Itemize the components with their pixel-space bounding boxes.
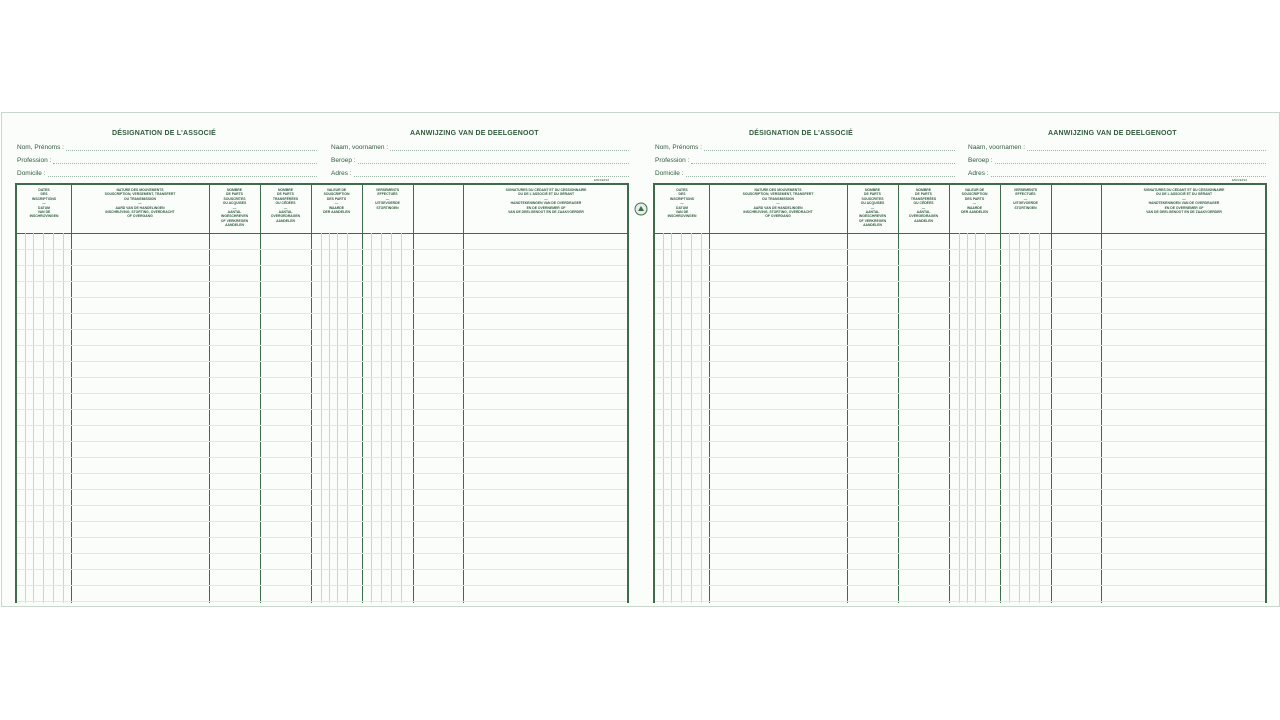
column-header: VALEUR DE SOUSCRIPTION DES PARTS — WAARDE DER AANDELEN bbox=[323, 188, 350, 215]
subcolumn-divider bbox=[381, 233, 382, 603]
ledger-row[interactable] bbox=[655, 569, 1265, 570]
subcolumn-divider bbox=[391, 233, 392, 603]
column-divider bbox=[847, 185, 848, 603]
ledger-row[interactable] bbox=[17, 425, 627, 426]
domicile-label-fr: Domicile : bbox=[655, 170, 684, 177]
subcolumn-divider bbox=[691, 233, 692, 603]
subcolumn-divider bbox=[1029, 233, 1030, 603]
subcolumn-divider bbox=[671, 233, 672, 603]
ledger-row[interactable] bbox=[17, 393, 627, 394]
domicile-label-fr: Domicile : bbox=[17, 170, 46, 177]
column-header: DATES DES INSCRIPTIONS — DATUM VAN DE INSCHRIJVINGEN bbox=[667, 188, 697, 219]
name-label-nl: Naam, voornamen : bbox=[331, 144, 389, 151]
adres-field-nl[interactable] bbox=[331, 170, 629, 177]
ledger-row[interactable] bbox=[17, 361, 627, 362]
beroep-field-nl[interactable] bbox=[968, 157, 1266, 164]
ledger-row[interactable] bbox=[17, 441, 627, 442]
column-header: NOMBRE DE PARTS TRANSFÉRÉES OU CÉDÉES — AANTAL OVERGEDRAGEN AANDELEN bbox=[270, 188, 301, 223]
ledger-row[interactable] bbox=[17, 457, 627, 458]
subcolumn-divider bbox=[33, 233, 34, 603]
subcolumn-divider bbox=[681, 233, 682, 603]
seal-icon bbox=[634, 202, 648, 216]
column-header: NOMBRE DE PARTS TRANSFÉRÉES OU CÉDÉES — AANTAL OVERGEDRAGEN AANDELEN bbox=[908, 188, 939, 223]
title-fr: DÉSIGNATION DE L'ASSOCIÉ bbox=[749, 130, 853, 137]
ledger-row[interactable] bbox=[17, 345, 627, 346]
ledger-row[interactable] bbox=[655, 297, 1265, 298]
ledger-row[interactable] bbox=[655, 553, 1265, 554]
ledger-row[interactable] bbox=[17, 553, 627, 554]
ledger-row[interactable] bbox=[17, 521, 627, 522]
subcolumn-divider bbox=[701, 233, 702, 603]
register-page-right bbox=[640, 113, 1279, 606]
ledger-row[interactable] bbox=[655, 457, 1265, 458]
subcolumn-divider bbox=[959, 233, 960, 603]
ledger-row[interactable] bbox=[655, 265, 1265, 266]
name-label-fr: Nom, Prénoms : bbox=[655, 144, 702, 151]
profession-field-fr[interactable] bbox=[17, 157, 317, 164]
ledger-row[interactable] bbox=[655, 473, 1265, 474]
subcolumn-divider bbox=[347, 233, 348, 603]
subcolumn-divider bbox=[25, 233, 26, 603]
ledger-row[interactable] bbox=[17, 473, 627, 474]
column-header: SIGNATURES DU CÉDANT ET DU CESSIONNAIRE OU DE L'ASSOCIÉ ET DU GÉRANT — HANDTEKENINGEN VAN DE OVERDRAGER EN DE OVERNEMER OF VAN DE DEELGENOOT EN DE ZAAKVOERDER bbox=[1143, 188, 1225, 215]
column-header: NOMBRE DE PARTS SOUSCRITES OU ACQUISES — AANTAL INGESCHREVEN OF VERKREGEN AANDELEN bbox=[858, 188, 887, 228]
beroep-label-nl: Beroep : bbox=[331, 157, 356, 164]
subcolumn-divider bbox=[53, 233, 54, 603]
ledger-row[interactable] bbox=[655, 345, 1265, 346]
column-divider bbox=[209, 185, 210, 603]
ledger-row[interactable] bbox=[17, 281, 627, 282]
column-divider bbox=[71, 185, 72, 603]
ledger-row[interactable] bbox=[17, 313, 627, 314]
ledger-row[interactable] bbox=[17, 297, 627, 298]
title-nl: AANWIJZING VAN DE DEELGENOOT bbox=[1048, 130, 1177, 137]
name-field-nl[interactable] bbox=[968, 144, 1266, 151]
name-field-fr[interactable] bbox=[655, 144, 955, 151]
column-divider bbox=[1000, 185, 1001, 603]
ledger-row[interactable] bbox=[655, 505, 1265, 506]
column-header: NOMBRE DE PARTS SOUSCRITES OU ACQUISES — AANTAL INGESCHREVEN OF VERKREGEN AANDELEN bbox=[220, 188, 249, 228]
ledger-row[interactable] bbox=[655, 393, 1265, 394]
ledger-row[interactable] bbox=[655, 585, 1265, 586]
ledger-row[interactable] bbox=[655, 361, 1265, 362]
subcolumn-divider bbox=[663, 233, 664, 603]
subcolumn-divider bbox=[967, 233, 968, 603]
register-sheet bbox=[1, 112, 1280, 607]
adres-label-nl: Adres : bbox=[331, 170, 352, 177]
subcolumn-divider bbox=[63, 233, 64, 603]
header-divider bbox=[17, 233, 627, 234]
title-fr: DÉSIGNATION DE L'ASSOCIÉ bbox=[112, 130, 216, 137]
domicile-field-fr[interactable] bbox=[655, 170, 955, 177]
ledger-row[interactable] bbox=[17, 505, 627, 506]
column-header: NATURE DES MOUVEMENTS SOUSCRIPTION, VERSEMENT, TRANSFERT OU TRANSMISSION — AARD VAN DE HANDELINGEN INSCHRIJVING, STORTING, OVERDRACHT OF OVERGANG bbox=[742, 188, 814, 219]
column-divider bbox=[463, 185, 464, 603]
name-field-nl[interactable] bbox=[331, 144, 629, 151]
subcolumn-divider bbox=[985, 233, 986, 603]
ledger-row[interactable] bbox=[655, 377, 1265, 378]
subcolumn-divider bbox=[321, 233, 322, 603]
ledger-row[interactable] bbox=[17, 409, 627, 410]
column-header: VALEUR DE SOUSCRIPTION DES PARTS — WAARDE DER AANDELEN bbox=[961, 188, 988, 215]
column-header: VERSEMENTS EFFECTUÉS — UITGEVOERDE STORTINGEN bbox=[1013, 188, 1038, 210]
header-divider bbox=[655, 233, 1265, 234]
subcolumn-divider bbox=[1019, 233, 1020, 603]
ledger-row[interactable] bbox=[17, 537, 627, 538]
column-divider bbox=[362, 185, 363, 603]
subcolumn-divider bbox=[43, 233, 44, 603]
title-nl: AANWIJZING VAN DE DEELGENOOT bbox=[410, 130, 539, 137]
ledger-table bbox=[653, 183, 1267, 603]
domicile-field-fr[interactable] bbox=[17, 170, 317, 177]
column-divider bbox=[1051, 185, 1052, 603]
ledger-row[interactable] bbox=[655, 489, 1265, 490]
subcolumn-divider bbox=[329, 233, 330, 603]
column-divider bbox=[311, 185, 312, 603]
column-header: VERSEMENTS EFFECTUÉS — UITGEVOERDE STORTINGEN bbox=[375, 188, 400, 210]
column-divider bbox=[949, 185, 950, 603]
form-reference: E503/EP16 bbox=[594, 178, 610, 182]
ledger-row[interactable] bbox=[655, 441, 1265, 442]
ledger-row[interactable] bbox=[17, 249, 627, 250]
ledger-row[interactable] bbox=[17, 601, 627, 602]
subcolumn-divider bbox=[1039, 233, 1040, 603]
ledger-row[interactable] bbox=[655, 409, 1265, 410]
ledger-row[interactable] bbox=[655, 537, 1265, 538]
ledger-row[interactable] bbox=[17, 329, 627, 330]
column-divider bbox=[709, 185, 710, 603]
ledger-row[interactable] bbox=[655, 249, 1265, 250]
column-divider bbox=[413, 185, 414, 603]
ledger-row[interactable] bbox=[17, 377, 627, 378]
ledger-row[interactable] bbox=[655, 281, 1265, 282]
adres-field-nl[interactable] bbox=[968, 170, 1266, 177]
column-header bbox=[414, 188, 462, 232]
beroep-label-nl: Beroep : bbox=[968, 157, 993, 164]
adres-label-nl: Adres : bbox=[968, 170, 989, 177]
subcolumn-divider bbox=[401, 233, 402, 603]
name-label-fr: Nom, Prénoms : bbox=[17, 144, 64, 151]
column-header bbox=[1052, 188, 1100, 232]
ledger-row[interactable] bbox=[17, 585, 627, 586]
column-divider bbox=[1101, 185, 1102, 603]
form-reference: E503/EP16 bbox=[1232, 178, 1248, 182]
name-field-fr[interactable] bbox=[17, 144, 317, 151]
beroep-field-nl[interactable] bbox=[331, 157, 629, 164]
column-header: NATURE DES MOUVEMENTS SOUSCRIPTION, VERSEMENT, TRANSFERT OU TRANSMISSION — AARD VAN DE HANDELINGEN INSCHRIJVING, STORTING, OVERDRACHT OF OVERGANG bbox=[104, 188, 176, 219]
profession-label-fr: Profession : bbox=[655, 157, 690, 164]
ledger-table bbox=[15, 183, 629, 603]
subcolumn-divider bbox=[371, 233, 372, 603]
column-header: DATES DES INSCRIPTIONS — DATUM VAN DE INSCHRIJVINGEN bbox=[29, 188, 59, 219]
column-divider bbox=[260, 185, 261, 603]
subcolumn-divider bbox=[1009, 233, 1010, 603]
register-page-left bbox=[2, 113, 640, 606]
column-divider bbox=[898, 185, 899, 603]
subcolumn-divider bbox=[975, 233, 976, 603]
name-label-nl: Naam, voornamen : bbox=[968, 144, 1026, 151]
ledger-row[interactable] bbox=[17, 489, 627, 490]
ledger-row[interactable] bbox=[655, 313, 1265, 314]
ledger-row[interactable] bbox=[655, 329, 1265, 330]
profession-label-fr: Profession : bbox=[17, 157, 52, 164]
column-header: SIGNATURES DU CÉDANT ET DU CESSIONNAIRE OU DE L'ASSOCIÉ ET DU GÉRANT — HANDTEKENINGEN VAN DE OVERDRAGER EN DE OVERNEMER OF VAN DE DEELGENOOT EN DE ZAAKVOERDER bbox=[505, 188, 587, 215]
ledger-row[interactable] bbox=[655, 521, 1265, 522]
ledger-row[interactable] bbox=[17, 265, 627, 266]
profession-field-fr[interactable] bbox=[655, 157, 955, 164]
ledger-row[interactable] bbox=[17, 569, 627, 570]
ledger-row[interactable] bbox=[655, 425, 1265, 426]
ledger-row[interactable] bbox=[655, 601, 1265, 602]
subcolumn-divider bbox=[337, 233, 338, 603]
